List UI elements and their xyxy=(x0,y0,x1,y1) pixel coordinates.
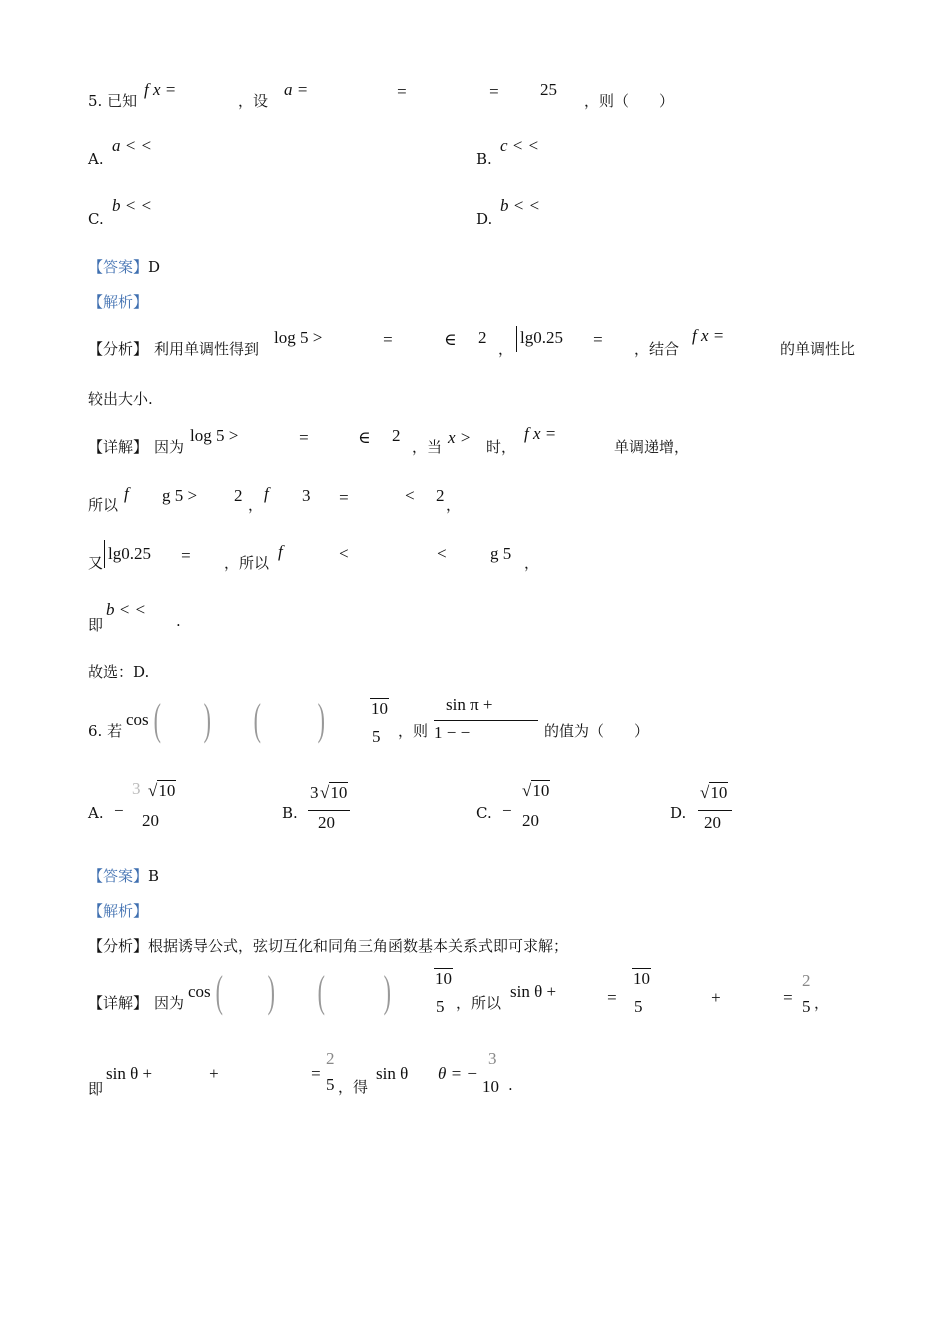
fenxi-text: 利用单调性得到 xyxy=(154,340,260,358)
xj3-math-g: g 5 xyxy=(490,544,512,563)
option-label: B. xyxy=(282,804,298,822)
xj2-math-f: f xyxy=(124,484,129,503)
option-math: b < < xyxy=(112,196,152,215)
option-math: a < < xyxy=(112,136,152,155)
q6-xiangjie-line2 xyxy=(88,1050,848,1106)
xj-math-f: f x = xyxy=(524,424,557,443)
xj2-math-3: 3 xyxy=(302,486,311,505)
q5-answer xyxy=(88,256,160,277)
fenxi-text: 根据诱导公式，弦切互化和同角三角函数基本关系式即可求解； xyxy=(148,937,569,955)
q6-big-frac-den: 1 − − xyxy=(434,723,471,742)
q5-stem-math-f: f x = xyxy=(144,80,177,99)
q5-stem-math-c: = xyxy=(488,82,500,101)
xj2-math-2b: 2 xyxy=(436,486,445,505)
xj3-math-lt: < xyxy=(338,544,350,563)
big-left-paren: ( xyxy=(317,967,325,1016)
q5-stem-math-25: 25 xyxy=(540,80,557,99)
xj-math-eq2: = xyxy=(782,988,794,1007)
q5-number: 5. 已知 xyxy=(88,92,138,110)
xj2-math-sin2: sin θ xyxy=(376,1064,409,1083)
big-left-paren: ( xyxy=(215,967,223,1016)
xj-text-3: 时， xyxy=(486,438,517,456)
q6-stem-cos: cos xyxy=(126,710,149,729)
option-sign: − xyxy=(114,801,124,820)
big-left-paren: ( xyxy=(153,695,161,744)
option-den: 20 xyxy=(704,813,721,832)
xj2-frac1-den: 5 xyxy=(326,1075,335,1094)
xj2-text-2: ，得 xyxy=(338,1078,369,1096)
q6-stem xyxy=(88,696,688,750)
xj2-comma: ， xyxy=(248,496,264,514)
xj-math-x: x > xyxy=(448,428,472,447)
xj-math-cos: cos xyxy=(188,982,211,1001)
q6-stem-frac-num: 10 xyxy=(371,699,388,718)
xj2-frac2-den: 10 xyxy=(482,1077,499,1096)
fenxi-math-eq2: = xyxy=(592,330,604,349)
xj2-math-2: 2 xyxy=(234,486,243,505)
answer-tag: 【答案】 xyxy=(88,867,149,885)
xj-math-sin: sin θ + xyxy=(510,982,557,1001)
xj3-math-f: f xyxy=(278,542,283,561)
xj2-math-g: g 5 > xyxy=(162,486,198,505)
q6-big-frac-bar xyxy=(434,720,538,721)
option-label: C. xyxy=(88,210,104,228)
q6-number: 6. 若 xyxy=(88,722,123,740)
answer-value: D xyxy=(148,258,161,276)
xj3-text: 又 xyxy=(88,554,104,572)
xj2-math-eq: = xyxy=(338,488,350,507)
xj-math-eq: = xyxy=(298,428,310,447)
xj-frac2-den: 5 xyxy=(634,997,643,1016)
big-right-paren: ) xyxy=(383,967,391,1016)
q6-big-frac-num: sin π + xyxy=(446,695,493,714)
fenxi-tag: 【分析】 xyxy=(88,937,149,955)
big-right-paren: ) xyxy=(267,967,275,1016)
xj2-frac2-num: 3 xyxy=(488,1049,497,1068)
xj2-math-theta: θ = − xyxy=(438,1064,478,1083)
xj-frac3-den: 5 xyxy=(802,997,811,1016)
xj2-text: 即 xyxy=(88,1080,104,1098)
xj2-end: ， xyxy=(446,496,462,514)
xj4-end: . xyxy=(176,612,181,630)
option-label: C. xyxy=(476,804,492,822)
option-label: A. xyxy=(88,804,104,822)
q5-fenxi-line2: 较出大小. xyxy=(88,390,153,408)
xj-math-plus: + xyxy=(710,988,722,1007)
fenxi-math-lg: lg0.25 xyxy=(520,328,563,347)
q6-option-b[interactable] xyxy=(282,780,432,836)
answer-tag: 【答案】 xyxy=(88,258,149,276)
big-right-paren: ) xyxy=(203,695,211,744)
xj-text-4: 单调递增， xyxy=(614,438,690,456)
fenxi-math-f: f x = xyxy=(692,326,725,345)
q5-stem-math-b: = xyxy=(396,82,408,101)
q5-conclusion: 故选：D. xyxy=(88,663,150,681)
q5-analysis-tag: 【解析】 xyxy=(88,293,149,311)
option-radical: √10 xyxy=(700,783,728,802)
xj3-end: ， xyxy=(524,554,540,572)
abs-bar xyxy=(516,326,517,352)
big-left-paren: ( xyxy=(253,695,261,744)
q6-option-d[interactable] xyxy=(670,780,820,836)
q5-stem-math-a: a = xyxy=(284,80,309,99)
xj-text-2: ，所以 xyxy=(456,994,502,1012)
xj-frac2-num: 10 xyxy=(633,969,650,988)
xiangjie-tag: 【详解】 xyxy=(88,994,149,1012)
xj3-math-lt2: < xyxy=(436,544,448,563)
xj2-math-plus: + xyxy=(208,1064,220,1083)
answer-value: B xyxy=(148,867,160,885)
fenxi-tag: 【分析】 xyxy=(88,340,149,358)
xj-math-2: 2 xyxy=(392,426,401,445)
option-coef: 3 xyxy=(310,783,319,802)
xj2-end: . xyxy=(508,1076,513,1094)
option-math: c < < xyxy=(500,136,539,155)
option-frac-bar xyxy=(520,808,550,809)
option-label: D. xyxy=(476,210,493,228)
option-radical: √10 xyxy=(148,781,176,800)
q6-answer xyxy=(88,865,159,886)
xj2-math-f2: f xyxy=(264,484,269,503)
xj-math-eq: = xyxy=(606,988,618,1007)
fenxi-text-3: 的单调性比 xyxy=(780,340,856,358)
fenxi-math-in: ∈ xyxy=(444,330,457,349)
xj-text: 因为 xyxy=(154,994,185,1012)
xj2-text: 所以 xyxy=(88,496,119,514)
xj2-math-sin: sin θ + xyxy=(106,1064,153,1083)
option-coef: 3 xyxy=(132,779,141,798)
xj-text-2: ，当 xyxy=(412,438,443,456)
xj-frac3-num: 2 xyxy=(802,971,811,990)
xj-math-log: log 5 > xyxy=(190,426,239,445)
xj-text: 因为 xyxy=(154,438,185,456)
option-radical: √10 xyxy=(320,783,348,802)
q6-stem-end: 的值为（ ） xyxy=(544,722,650,740)
q6-analysis-tag: 【解析】 xyxy=(88,902,149,920)
fenxi-math-eq: = xyxy=(382,330,394,349)
q6-stem-frac-den: 5 xyxy=(372,727,381,746)
big-right-paren: ) xyxy=(317,695,325,744)
q5-stem-text-set: ，设 xyxy=(238,92,269,110)
option-radical: √10 xyxy=(522,781,550,800)
q6-option-c[interactable] xyxy=(476,780,626,836)
fenxi-math-log: log 5 > xyxy=(274,328,323,347)
fenxi-text-2: ，结合 xyxy=(634,340,680,358)
q5-stem-end: ，则（ ） xyxy=(584,92,675,110)
option-label: B. xyxy=(476,150,492,168)
xj2-math-lt: < xyxy=(404,486,416,505)
q6-option-a[interactable] xyxy=(88,780,238,836)
xj-frac1-den: 5 xyxy=(436,997,445,1016)
option-frac-bar xyxy=(698,810,732,811)
q6-fenxi xyxy=(88,935,568,956)
option-label: A. xyxy=(88,150,104,168)
xj3-math-eq: = xyxy=(180,546,192,565)
xj3-math-lg: lg0.25 xyxy=(108,544,151,563)
fenxi-comma: ， xyxy=(498,340,514,358)
xj-math-in: ∈ xyxy=(358,428,371,447)
xj-end: ， xyxy=(814,994,830,1012)
xiangjie-tag: 【详解】 xyxy=(88,438,149,456)
option-frac-bar xyxy=(308,810,350,811)
option-math: b < < xyxy=(500,196,540,215)
option-sign: − xyxy=(502,801,512,820)
xj3-text-2: ，所以 xyxy=(224,554,270,572)
xj2-frac1-num: 2 xyxy=(326,1049,335,1068)
xj-frac1-num: 10 xyxy=(435,969,452,988)
xj2-math-eq: = xyxy=(310,1064,322,1083)
option-label: D. xyxy=(670,804,687,822)
xj4-math: b < < xyxy=(106,600,146,619)
abs-bar xyxy=(104,540,105,568)
option-den: 20 xyxy=(522,811,539,830)
q6-stem-then: ，则 xyxy=(398,722,429,740)
option-frac-bar xyxy=(138,808,178,809)
q6-xiangjie-line1 xyxy=(88,968,848,1024)
fenxi-math-2: 2 xyxy=(478,328,487,347)
option-den: 20 xyxy=(142,811,159,830)
xj4-text: 即 xyxy=(88,616,104,634)
option-den: 20 xyxy=(318,813,335,832)
